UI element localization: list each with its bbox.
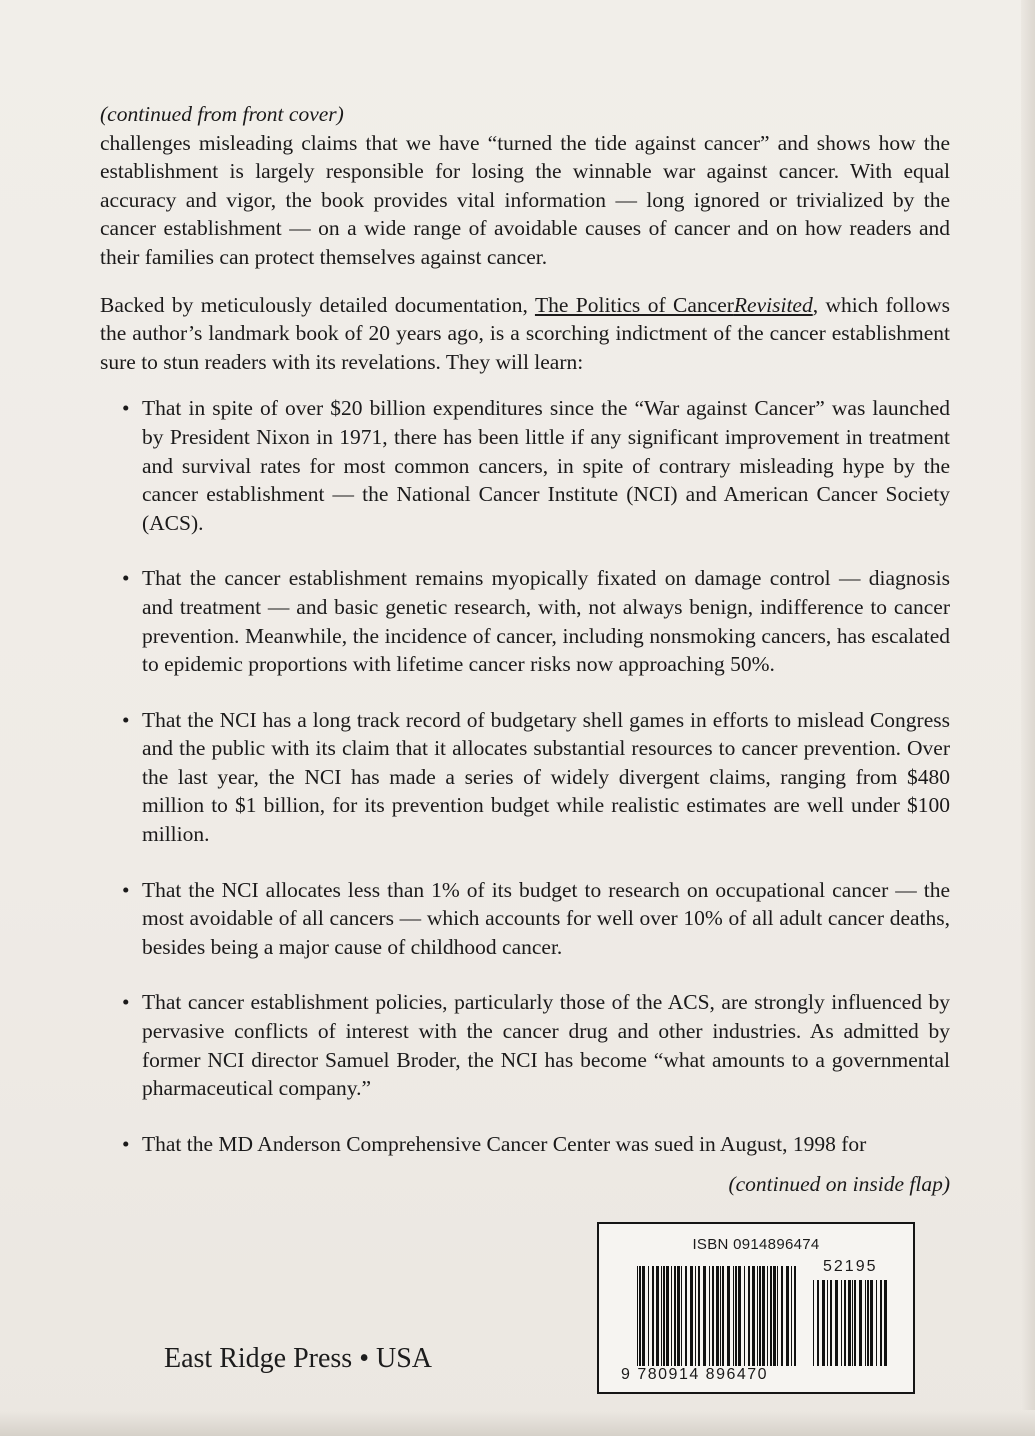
barcode-bar bbox=[677, 1266, 680, 1366]
barcode-bar bbox=[666, 1266, 669, 1366]
barcode-bar bbox=[852, 1280, 853, 1366]
bullet-text: That cancer establishment policies, particularly those of the ACS, are strongly influenced by pervasive conflicts of interest with the cancer drug and other industries. As admitted by former NCI director Samuel Broder, the NCI has become “what amounts to a governmental pharmaceutical company.” bbox=[142, 990, 950, 1101]
backed-paragraph bbox=[100, 291, 950, 377]
barcode-bar bbox=[759, 1266, 761, 1366]
bullet-dot: • bbox=[122, 1131, 130, 1156]
barcode-bar bbox=[865, 1280, 866, 1366]
barcode-digits: 9 780914 896470 bbox=[621, 1366, 769, 1383]
barcode-bar bbox=[835, 1280, 838, 1366]
barcode-bar bbox=[735, 1266, 737, 1366]
isbn-label: ISBN 0914896474 bbox=[692, 1236, 820, 1253]
bullet-item bbox=[100, 876, 950, 962]
barcode-bar bbox=[698, 1266, 700, 1366]
barcode-bar bbox=[722, 1266, 724, 1366]
bullet-dot: • bbox=[122, 707, 130, 732]
barcode-bar bbox=[867, 1280, 869, 1366]
barcode-bar bbox=[781, 1266, 783, 1366]
barcode-bar bbox=[738, 1266, 741, 1366]
barcode-bar bbox=[712, 1266, 714, 1366]
book-title bbox=[535, 293, 813, 317]
barcode-bar bbox=[695, 1266, 696, 1366]
barcode-bar bbox=[685, 1266, 687, 1366]
backed-prefix: Backed by meticulously detailed documentation, bbox=[100, 292, 535, 317]
barcode-bar bbox=[841, 1280, 842, 1366]
barcode-bar bbox=[767, 1266, 768, 1366]
barcode-bar bbox=[817, 1280, 819, 1366]
bullet-dot: • bbox=[122, 396, 130, 421]
barcode-bar bbox=[854, 1280, 856, 1366]
barcode-bar bbox=[681, 1266, 682, 1366]
barcode-bar bbox=[637, 1266, 638, 1378]
barcode-bar bbox=[674, 1266, 676, 1366]
barcode-bar bbox=[770, 1266, 772, 1366]
bullet-text: That the NCI allocates less than 1% of its budget to research on occupational cancer — the most avoidable of all cancers — which accounts for well over 10% of all adult cancer deaths, besides being a major cause of childhood cancer. bbox=[142, 877, 950, 959]
barcode-bar bbox=[777, 1266, 778, 1366]
revelations-list bbox=[100, 394, 950, 1158]
barcode-bar bbox=[848, 1280, 851, 1366]
barcode-bar bbox=[870, 1280, 873, 1366]
barcode-bar bbox=[720, 1266, 721, 1378]
intro-paragraph: challenges misleading claims that we have “turned the tide against cancer” and shows how the establishment is largely responsible for losing the winnable war against cancer. With equal accuracy and vigor, the book provides vital information — long ignored or trivialized by the cancer establishment — on a wide range of avoidable causes of cancer and on how readers and their families can protect themselves against cancer. bbox=[100, 130, 950, 269]
barcode-bar bbox=[671, 1266, 672, 1366]
barcode-bar bbox=[880, 1280, 882, 1366]
book-title-main: The Politics of Cancer bbox=[534, 292, 734, 317]
barcode-bar bbox=[652, 1266, 654, 1366]
book-title-italic: Revisited bbox=[733, 292, 813, 317]
bullet-item bbox=[100, 1130, 950, 1159]
bullet-item bbox=[100, 394, 950, 537]
barcode-bar bbox=[813, 1280, 814, 1366]
barcode-bar bbox=[727, 1266, 730, 1366]
bullet-text: That the MD Anderson Comprehensive Cancer Center was sued in August, 1998 for bbox=[142, 1131, 867, 1156]
barcode-bar bbox=[859, 1280, 862, 1366]
barcode-bar bbox=[642, 1266, 645, 1366]
backed-suffix: , which follows the author’s landmark book of 20 years ago, is a scorching indictment of the cancer establishment sure to stun readers with its revelations. They will learn: bbox=[100, 292, 950, 374]
barcode-bar bbox=[752, 1266, 755, 1366]
barcode-bar bbox=[690, 1266, 693, 1366]
barcode-bar bbox=[822, 1280, 825, 1366]
barcode-bar bbox=[786, 1266, 789, 1366]
barcode-bar bbox=[794, 1266, 796, 1366]
price-code: 52195 bbox=[823, 1258, 878, 1275]
barcode-bar bbox=[703, 1266, 706, 1366]
barcode-bar bbox=[773, 1266, 776, 1366]
bullet-item bbox=[100, 988, 950, 1102]
bullet-item bbox=[100, 564, 950, 678]
barcode-bar bbox=[648, 1266, 649, 1366]
barcode-bar bbox=[716, 1266, 719, 1378]
barcode-bar bbox=[830, 1280, 832, 1366]
barcode-bar bbox=[884, 1280, 887, 1366]
isbn-barcode-box bbox=[597, 1222, 915, 1394]
blurb-body bbox=[100, 100, 950, 1199]
barcode-bar bbox=[709, 1266, 710, 1366]
barcode-bar bbox=[663, 1266, 665, 1366]
barcode-bar bbox=[744, 1266, 745, 1366]
barcode-main-bars bbox=[637, 1266, 801, 1378]
bullet-item bbox=[100, 706, 950, 849]
barcode-bar bbox=[661, 1266, 662, 1366]
barcode-bar bbox=[844, 1280, 846, 1366]
continued-on-label: (continued on inside flap) bbox=[728, 1172, 950, 1197]
bullet-text: That in spite of over $20 billion expenditures since the “War against Cancer” was launched by President Nixon in 1971, there has been little if any significant improvement in treatment and survival rates for most common cancers, in spite of contrary misleading hype by the cancer establishment — the National Cancer Institute (NCI) and American Cancer Society (ACS). bbox=[142, 396, 950, 535]
barcode-bar bbox=[762, 1266, 765, 1366]
barcode-bar bbox=[827, 1280, 828, 1366]
bullet-dot: • bbox=[122, 990, 130, 1015]
continued-from-label: (continued from front cover) bbox=[100, 102, 344, 126]
barcode-bar bbox=[639, 1266, 641, 1378]
bullet-dot: • bbox=[122, 566, 130, 591]
bullet-text: That the cancer establishment remains myopically fixated on damage control — diagnosis and treatment — and basic genetic research, with, not always benign, indifference to cancer prevention. Meanwhile, the incidence of cancer, including nonsmoking cancers, has escalated to epidemic proportions with lifetime cancer risks now approaching 50%. bbox=[142, 566, 950, 677]
publisher-imprint: East Ridge Press • USA bbox=[164, 1343, 433, 1374]
cover-edge-right bbox=[1021, 0, 1035, 1436]
barcode-bar bbox=[757, 1266, 758, 1366]
barcode-bar bbox=[733, 1266, 734, 1366]
bullet-dot: • bbox=[122, 877, 130, 902]
cover-edge-bottom bbox=[0, 1410, 1035, 1436]
bullet-text: That the NCI has a long track record of budgetary shell games in efforts to mislead Congress and the public with its claim that it allocates substantial resources to cancer prevention. Over the last year, the NCI has made a series of widely divergent claims, ranging from $480 million to $1 billion, for its prevention budget while realistic estimates are well under $100 million. bbox=[142, 707, 950, 847]
barcode-addon-bars bbox=[813, 1280, 887, 1378]
barcode-bar bbox=[748, 1266, 750, 1366]
barcode-bar bbox=[876, 1280, 877, 1366]
barcode-bar bbox=[656, 1266, 659, 1366]
barcode-bar bbox=[791, 1266, 792, 1366]
